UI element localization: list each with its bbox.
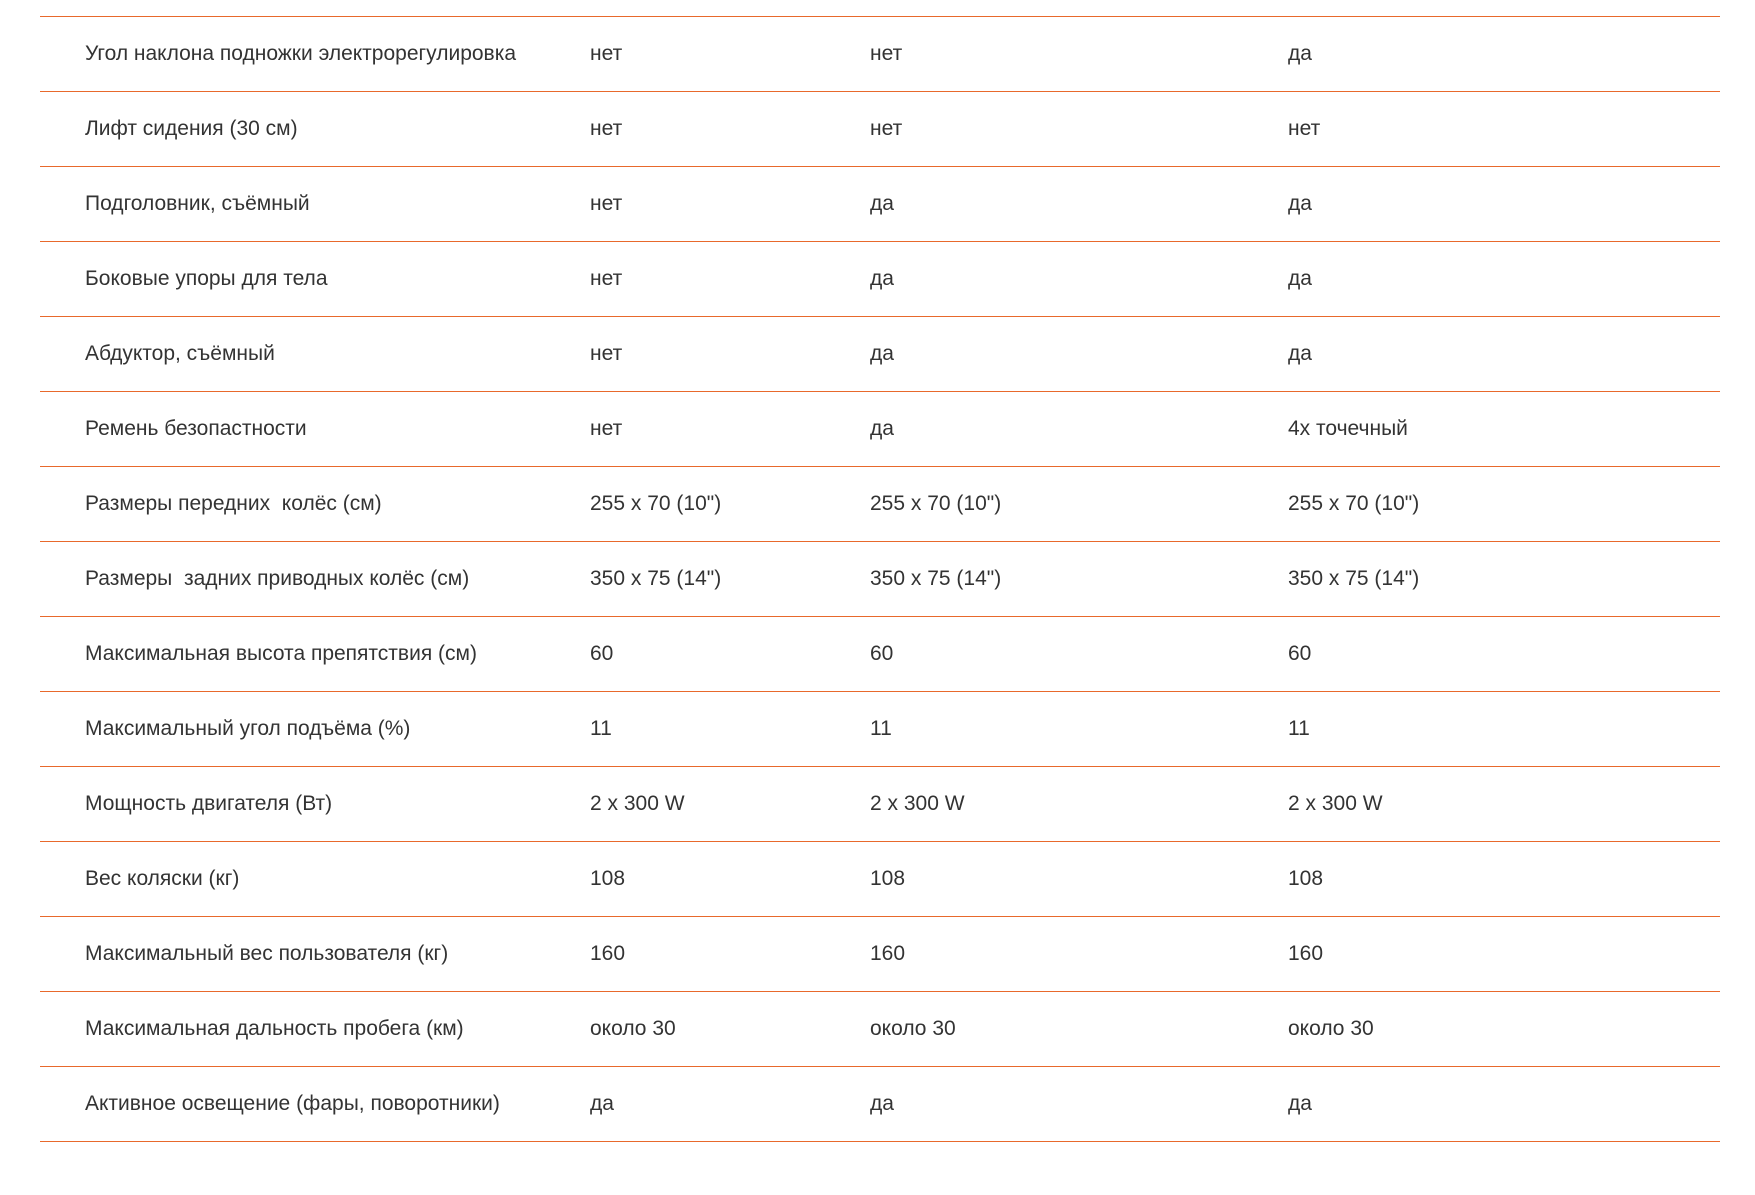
row-value-model-1: 160 bbox=[590, 917, 870, 992]
row-value-model-3: 11 bbox=[1288, 692, 1720, 767]
row-value-model-3: 60 bbox=[1288, 617, 1720, 692]
table-row bbox=[40, 617, 1720, 692]
table-row bbox=[40, 317, 1720, 392]
table-row bbox=[40, 242, 1720, 317]
row-value-model-2: нет bbox=[870, 17, 1288, 92]
row-value-model-3: 108 bbox=[1288, 842, 1720, 917]
row-value-model-2: да bbox=[870, 167, 1288, 242]
row-value-model-2: 2 х 300 W bbox=[870, 767, 1288, 842]
row-label: Вес коляски (кг) bbox=[40, 842, 590, 917]
row-value-model-1: 60 bbox=[590, 617, 870, 692]
table-row bbox=[40, 17, 1720, 92]
row-label: Максимальная дальность пробега (км) bbox=[40, 992, 590, 1067]
row-value-model-2: нет bbox=[870, 92, 1288, 167]
row-value-model-1: 255 х 70 (10") bbox=[590, 467, 870, 542]
row-value-model-2: 11 bbox=[870, 692, 1288, 767]
table-row bbox=[40, 1067, 1720, 1142]
table-row bbox=[40, 542, 1720, 617]
row-value-model-1: нет bbox=[590, 392, 870, 467]
row-value-model-1: нет bbox=[590, 242, 870, 317]
table-row bbox=[40, 842, 1720, 917]
row-label: Максимальный вес пользователя (кг) bbox=[40, 917, 590, 992]
row-label: Абдуктор, съёмный bbox=[40, 317, 590, 392]
table-row bbox=[40, 692, 1720, 767]
row-value-model-2: 60 bbox=[870, 617, 1288, 692]
row-label: Максимальная высота препятствия (см) bbox=[40, 617, 590, 692]
row-value-model-3: 160 bbox=[1288, 917, 1720, 992]
row-label: Мощность двигателя (Вт) bbox=[40, 767, 590, 842]
row-label: Угол наклона подножки электрорегулировка bbox=[40, 17, 590, 92]
row-value-model-3: да bbox=[1288, 317, 1720, 392]
table-row bbox=[40, 992, 1720, 1067]
spec-table bbox=[40, 16, 1720, 1142]
row-value-model-2: да bbox=[870, 392, 1288, 467]
row-value-model-3: да bbox=[1288, 242, 1720, 317]
row-label: Ремень безопастности bbox=[40, 392, 590, 467]
row-value-model-2: 255 х 70 (10") bbox=[870, 467, 1288, 542]
row-value-model-1: 350 х 75 (14") bbox=[590, 542, 870, 617]
row-value-model-2: да bbox=[870, 242, 1288, 317]
row-label: Подголовник, съёмный bbox=[40, 167, 590, 242]
table-row bbox=[40, 767, 1720, 842]
row-label: Боковые упоры для тела bbox=[40, 242, 590, 317]
row-label: Активное освещение (фары, поворотники) bbox=[40, 1067, 590, 1142]
table-row bbox=[40, 917, 1720, 992]
row-value-model-3: 255 х 70 (10") bbox=[1288, 467, 1720, 542]
row-value-model-1: нет bbox=[590, 92, 870, 167]
row-label: Размеры передних колёс (см) bbox=[40, 467, 590, 542]
row-value-model-1: нет bbox=[590, 317, 870, 392]
row-value-model-3: 2 х 300 W bbox=[1288, 767, 1720, 842]
row-label: Размеры задних приводных колёс (см) bbox=[40, 542, 590, 617]
row-value-model-1: нет bbox=[590, 167, 870, 242]
row-value-model-3: около 30 bbox=[1288, 992, 1720, 1067]
table-row bbox=[40, 167, 1720, 242]
row-value-model-2: 350 х 75 (14") bbox=[870, 542, 1288, 617]
row-value-model-1: нет bbox=[590, 17, 870, 92]
row-value-model-2: да bbox=[870, 1067, 1288, 1142]
row-value-model-1: 11 bbox=[590, 692, 870, 767]
row-label: Лифт сидения (30 см) bbox=[40, 92, 590, 167]
row-value-model-3: да bbox=[1288, 17, 1720, 92]
row-value-model-3: 350 х 75 (14") bbox=[1288, 542, 1720, 617]
row-value-model-1: 108 bbox=[590, 842, 870, 917]
row-value-model-2: да bbox=[870, 317, 1288, 392]
row-value-model-3: 4х точечный bbox=[1288, 392, 1720, 467]
row-label: Максимальный угол подъёма (%) bbox=[40, 692, 590, 767]
row-value-model-2: 108 bbox=[870, 842, 1288, 917]
table-row bbox=[40, 467, 1720, 542]
row-value-model-3: да bbox=[1288, 167, 1720, 242]
table-row bbox=[40, 92, 1720, 167]
row-value-model-1: да bbox=[590, 1067, 870, 1142]
table-row bbox=[40, 392, 1720, 467]
row-value-model-2: 160 bbox=[870, 917, 1288, 992]
row-value-model-2: около 30 bbox=[870, 992, 1288, 1067]
row-value-model-3: нет bbox=[1288, 92, 1720, 167]
row-value-model-1: 2 х 300 W bbox=[590, 767, 870, 842]
row-value-model-1: около 30 bbox=[590, 992, 870, 1067]
row-value-model-3: да bbox=[1288, 1067, 1720, 1142]
